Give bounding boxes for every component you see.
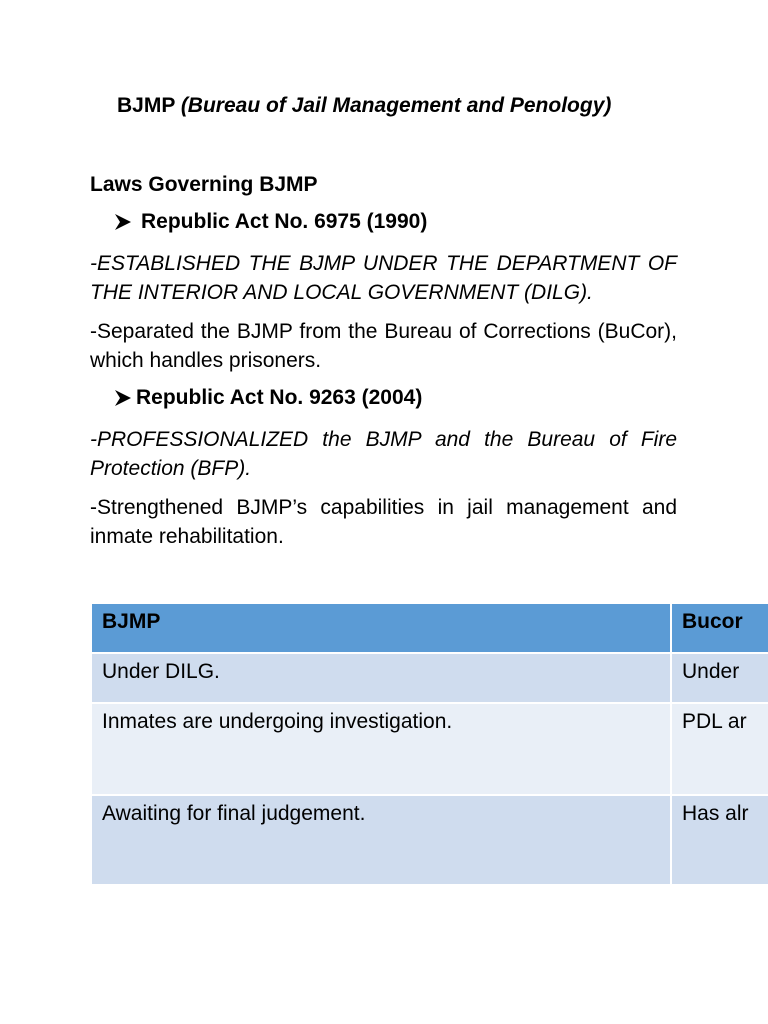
act-name-2: Republic Act No. 9263 (2004) <box>136 386 423 409</box>
act-1-plain-text: -Separated the BJMP from the Bureau of Corrections (BuCor), which handles prisoners. <box>90 320 677 372</box>
table-row <box>91 795 768 885</box>
table-header-bucor: Bucor <box>671 603 768 653</box>
table-cell: Inmates are undergoing investigation. <box>91 703 671 795</box>
title-acronym: BJMP <box>117 94 181 117</box>
table-cell: PDL ar <box>671 703 768 795</box>
table-row <box>91 653 768 703</box>
act-2-plain-text: -Strengthened BJMP’s capabilities in jail management and inmate rehabilitation. <box>90 496 677 548</box>
laws-heading: Laws Governing BJMP <box>90 173 318 196</box>
table-header-row <box>91 603 768 653</box>
comparison-table <box>90 602 768 886</box>
act-bullet-2 <box>113 386 422 410</box>
table-header-bjmp: BJMP <box>91 603 671 653</box>
table-cell: Under <box>671 653 768 703</box>
act-2-italic-text: -PROFESSIONALIZED the BJMP and the Bureau of Fire Protection (BFP). <box>90 428 677 480</box>
table-cell: Under DILG. <box>91 653 671 703</box>
table-cell: Awaiting for final judgement. <box>91 795 671 885</box>
document-title <box>117 94 611 118</box>
act-1-italic-text: -ESTABLISHED THE BJMP UNDER THE DEPARTMENT OF THE INTERIOR AND LOCAL GOVERNMENT (DILG). <box>90 252 677 304</box>
act-bullet-1 <box>113 210 427 234</box>
table-row <box>91 703 768 795</box>
arrowhead-bullet-icon <box>113 388 133 408</box>
table-cell: Has alr <box>671 795 768 885</box>
act-name-1: Republic Act No. 6975 (1990) <box>141 210 428 233</box>
title-expansion: (Bureau of Jail Management and Penology) <box>180 94 612 117</box>
arrowhead-bullet-icon <box>113 212 133 232</box>
